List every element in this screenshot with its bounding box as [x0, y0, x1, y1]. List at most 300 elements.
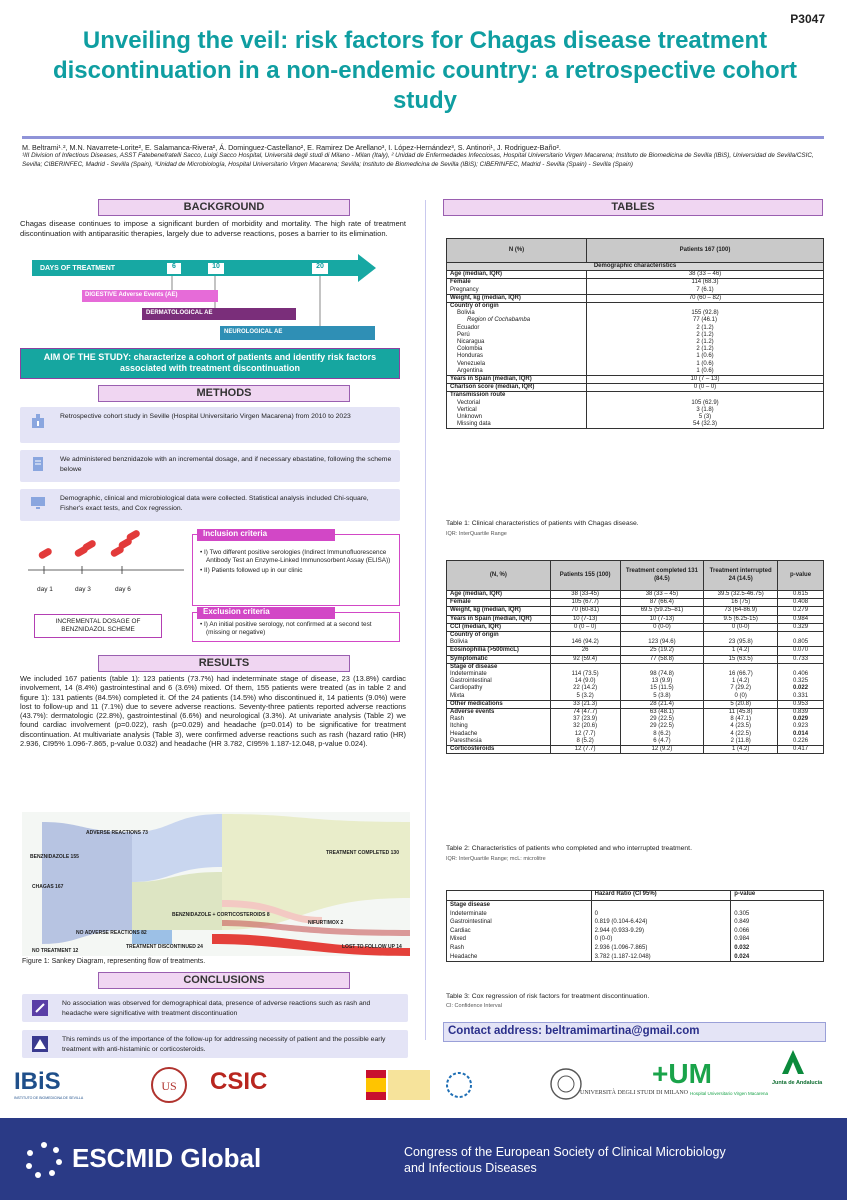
sankey-label: ADVERSE REACTIONS 73: [86, 830, 148, 836]
pen-icon: [32, 1000, 48, 1016]
table-row: [447, 935, 824, 944]
t2-cell: 74 (47.7): [550, 709, 620, 717]
table-row: [447, 339, 824, 346]
conclusion-item: [22, 1030, 408, 1058]
method-item: [20, 489, 400, 521]
poster-id: P3047: [790, 12, 825, 26]
table-row: [447, 746, 824, 754]
t2-cell: 33 (21.3): [550, 700, 620, 708]
results-text: We included 167 patients (table 1): 123 patients (73.7%) had indeterminate stage of disease, 23 (13.8%) cardiac involvement, 14 (8.4%) gastrointestinal and 6 (3.6%) mixed. Of them, 155 patients were treated (as in table 2 and figure 1): 131 patients (84.5%) completed it. Of the 24 patients (14.5%) who discontinued it, 14 patients (9.0%) were lost to follow-up and 11 (7.1%) due to severe adverse reactions. Seventy-three patients reported adverse reactions (43.7%): dermatologic (22.8%), gastrointestinal (6.6%) and neurological (3.3%). At univariate analysis (Table 2) we found cardiac involvement (p=0.022), rash (p=0.029) and headache (p=0.014) to be significative for treatment discontinuation. At multivariate analysis (Table 3), were confirmed adverse reactions such as rash (hazard ratio (HR) 2.936, CI95% 1.096-7.865, p-value 0.032) and headache (HR 3.782, CI95% 1.187-12.048, p-value 0.024).: [20, 674, 406, 749]
t2-cell: [620, 663, 704, 671]
table-row: [447, 599, 824, 607]
t1-label: Charlson score (median, IQR): [447, 384, 587, 392]
table-row: [447, 384, 824, 392]
t2-cell: 38 (33 – 45): [620, 591, 704, 599]
t2-cell: Age (median, IQR): [447, 591, 551, 599]
t1-value: 5 (3): [587, 414, 824, 421]
t1-label: Colombia: [457, 346, 483, 353]
author-names: M. Beltrami¹˒², M.N. Navarrete-Lorite², E. Salamanca-Rivera², Á. Dominguez-Castellano², E. Ramirez De Arellano³, I. López-Hernández³, S. Antinori¹, J. Rodriguez-Baño².: [22, 143, 561, 152]
t2-cell: 26: [550, 647, 620, 655]
t1-value: 77 (46.1): [587, 317, 824, 324]
table-row: [447, 918, 824, 927]
table-row: [447, 392, 824, 400]
t2-cell: 0.022: [778, 685, 824, 692]
table-row: [447, 332, 824, 339]
table-row: [447, 723, 824, 730]
t2-cell: 0.406: [778, 671, 824, 678]
t1-label: Female: [447, 279, 587, 287]
table-row: [447, 693, 824, 701]
table-row: [447, 716, 824, 723]
t2-cell: CCI (median, IQR): [447, 623, 551, 631]
t2-cell: Indeterminate: [450, 671, 487, 678]
t3-cell: 0 (0-0): [591, 935, 731, 944]
table-row: [447, 325, 824, 332]
t1-value: 70 (60 – 82): [587, 294, 824, 302]
spain-ministry-icon: [366, 1070, 430, 1100]
day-label: day 6: [115, 586, 131, 593]
t1-label: Years in Spain (median, IQR): [447, 376, 587, 384]
method-text: Demographic, clinical and microbiological data were collected. Statistical analysis included Chi-square, Fisher's exact tests, and Cox regression.: [60, 495, 369, 512]
method-item: [20, 407, 400, 443]
poster-title: Unveiling the veil: risk factors for Chagas disease treatment discontinuation in a non-endemic country: a retrospective cohort study: [52, 27, 798, 114]
title-divider: [22, 136, 824, 139]
t3-cell: [731, 901, 824, 910]
t1-value: 114 (68.3): [587, 279, 824, 287]
treatment-timeline: [20, 252, 380, 347]
figure-caption: Figure 1: Sankey Diagram, representing flow of treatments.: [22, 958, 206, 965]
background-text: Chagas disease continues to impose a significant burden of morbidity and mortality. The high rate of treatment discontinuation with antiparasitic therapies, largely due to adverse reactions, poses a barrier to its elimination.: [20, 219, 406, 238]
day-marker: 20: [312, 263, 328, 274]
t3-cell: 2.936 (1.096-7.865): [591, 944, 731, 953]
exclusion-item: I) An initial positive serology, not confirmed at a second test (missing or negative): [204, 621, 372, 636]
t1-band-row: [447, 263, 824, 271]
authors-block: [22, 144, 827, 169]
sankey-label: CHAGAS 167: [32, 884, 64, 890]
results-heading: RESULTS: [98, 655, 350, 672]
table-row: [447, 632, 824, 640]
t2-cell: 0.805: [778, 639, 824, 647]
t2-cell: 0 (0 – 0): [550, 623, 620, 631]
t1-value: 2 (1.2): [587, 339, 824, 346]
t1-value: 3 (1.8): [587, 407, 824, 414]
t2-cell: Eosinophilia (>500/mcL): [447, 647, 551, 655]
milan-university-seal-icon: [548, 1066, 584, 1102]
t2-cell: 12 (9.2): [620, 746, 704, 754]
csic-logo: CSIC: [210, 1068, 268, 1095]
t2-cell: [704, 632, 778, 640]
sankey-label: NO TREATMENT 12: [32, 948, 79, 954]
table-row: [447, 361, 824, 368]
t2-cell: 15 (11.5): [620, 685, 704, 692]
t2-cell: 70 (60-81): [550, 607, 620, 615]
table-row: [447, 901, 824, 910]
day-label: day 1: [37, 586, 53, 593]
t2-cell: [550, 663, 620, 671]
t2-cell: 29 (22.5): [620, 723, 704, 730]
background-heading: BACKGROUND: [98, 199, 350, 216]
table-1-caption: Table 1: Clinical characteristics of patients with Chagas disease.: [446, 520, 639, 527]
exclusion-box: Exclusion criteria • I) An initial positive serology, not confirmed at a second test (missing or negative): [192, 612, 400, 642]
escmid-logo-icon: [24, 1140, 64, 1180]
t3-cell: Mixed: [450, 936, 467, 943]
t2-cell: Adverse events: [447, 709, 551, 717]
t2-cell: 13 (9.9): [620, 678, 704, 685]
t3-cell: Rash: [450, 944, 465, 951]
t1-value: [587, 392, 824, 400]
t2-cell: 2 (11.8): [704, 738, 778, 746]
t2-cell: 0.014: [778, 731, 824, 738]
t1-label: Pregnancy: [450, 286, 479, 293]
t2-cell: 0.226: [778, 738, 824, 746]
table-1-note: IQR: InterQuartile Range: [446, 531, 507, 537]
t2-cell: [550, 632, 620, 640]
logo-strip: [14, 1058, 834, 1106]
t2-cell: 146 (94.2): [550, 639, 620, 647]
t2-header: Treatment interrupted 24 (14.5): [704, 561, 778, 591]
t1-label: Honduras: [457, 353, 484, 360]
table-row: [447, 303, 824, 311]
t1-value: [587, 303, 824, 311]
t2-cell: 32 (20.6): [550, 723, 620, 730]
t1-label: Nicaragua: [457, 339, 485, 346]
congress-name: Congress of the European Society of Clinical Microbiology and Infectious Diseases: [404, 1145, 726, 1175]
t1-label: Vectorial: [457, 399, 481, 406]
t2-cell: 28 (21.4): [620, 700, 704, 708]
conclusion-text: This reminds us of the importance of the follow-up for addressing necessity of patient and the possible early treatment with anti-histaminic or corticosteroids.: [62, 1036, 386, 1053]
t2-cell: 4 (23.5): [704, 723, 778, 730]
t2-cell: Cardiopathy: [450, 685, 483, 692]
t2-cell: 0 (0-0): [704, 623, 778, 631]
ibis-logo-sub: INSTITUTO DE BIOMEDICINA DE SEVILLA: [14, 1096, 84, 1100]
t2-cell: 73 (64-86.9): [704, 607, 778, 615]
dosage-label: INCREMENTAL DOSAGE OF BENZNIDAZOL SCHEME: [34, 614, 162, 638]
ibis-logo: IBiS: [14, 1068, 61, 1095]
t3-cell: 0.032: [731, 944, 824, 953]
sankey-label: NIFURTIMOX 2: [308, 920, 344, 926]
t2-cell: 0.733: [778, 655, 824, 663]
sankey-label: BENZNIDAZOLE 155: [30, 854, 79, 860]
inclusion-item: I) Two different positive serologies (Indirect Immunofluorescence Antibody Test an Enzyme-Linked Immunosorbent Assay (ELISA)): [204, 549, 391, 564]
t2-cell: 11 (45.8): [704, 709, 778, 717]
t2-cell: Itching: [450, 723, 468, 730]
table-row: [447, 271, 824, 279]
dosage-scheme: [24, 530, 189, 600]
table-row: [447, 639, 824, 647]
day-marker: 6: [167, 263, 181, 274]
table-1: [446, 238, 824, 429]
author-affiliations: ¹III Division of Infectious Diseases, ASST Fatebenefratelli Sacco, Luigi Sacco Hospital, Università degli studi di Milano - Milan (Italy), ² Unidad de Enfermedades Infecciosas, Hospital Universitario Virgen Macarena; Instituto de Biomedicina de Sevilla (IBiS), Universidad de Sevilla/CSIC, Sevilla; CIBERINFEC, Madrid - Sevilla (Spain), ³Unidad de Microbiología, Hospital Universitario Virgen Macarena; Sevilla; Instituto de Biomedicina de Sevilla (IBiS); CIBERINFEC, Madrid - Sevilla (Spain) - Sevilla (Spain): [22, 152, 814, 168]
t2-cell: 6 (4.7): [620, 738, 704, 746]
hospital-icon: [30, 413, 46, 429]
dermatological-ae-bar: DERMATOLOGICAL AE: [142, 308, 296, 320]
university-seal-icon: [146, 1066, 192, 1104]
t2-cell: 8 (5.2): [550, 738, 620, 746]
t3-cell: Headache: [450, 953, 478, 960]
t3-cell: Stage disease: [450, 902, 491, 908]
t3-cell: 0: [591, 910, 731, 919]
t1-value: 2 (1.2): [587, 346, 824, 353]
column-divider: [425, 200, 426, 1040]
t2-cell: 14 (9.0): [550, 678, 620, 685]
table-row: [447, 678, 824, 685]
t3-cell: 3.782 (1.187-12.048): [591, 953, 731, 962]
t2-cell: 16 (66.7): [704, 671, 778, 678]
t3-cell: 0.066: [731, 927, 824, 936]
t2-cell: 87 (66.4): [620, 599, 704, 607]
t2-cell: 8 (6.2): [620, 731, 704, 738]
table-row: [447, 953, 824, 962]
t1-header: N (%): [447, 239, 587, 263]
document-icon: [30, 456, 46, 472]
table-3-caption: Table 3: Cox regression of risk factors for treatment discontinuation.: [446, 993, 650, 1000]
t1-label: Age (median, IQR): [447, 271, 587, 279]
conclusion-text: No association was observed for demographical data, presence of adverse reactions such as rash and headache were significative with treatment discontinuation: [62, 1000, 371, 1017]
t2-cell: [778, 663, 824, 671]
table-row: [447, 421, 824, 429]
t2-cell: 7 (29.2): [704, 685, 778, 692]
t2-cell: Symptomatic: [447, 655, 551, 663]
t1-label: Perú: [457, 331, 470, 338]
t2-cell: 5 (20.8): [704, 700, 778, 708]
day-label: day 3: [75, 586, 91, 593]
exclusion-title: Exclusion criteria: [197, 607, 335, 619]
t1-label: Argentina: [457, 367, 483, 374]
t1-value: 1 (0.6): [587, 368, 824, 376]
table-row: [447, 310, 824, 317]
t2-cell: 10 (7-13): [620, 615, 704, 623]
t1-header: Patients 167 (100): [587, 239, 824, 263]
t2-cell: Years in Spain (median, IQR): [447, 615, 551, 623]
t3-cell: Indeterminate: [450, 910, 487, 917]
methods-heading: METHODS: [98, 385, 350, 402]
t3-cell: 2.944 (0.933-9.29): [591, 927, 731, 936]
table-2-note: IQR: InterQuartile Range; mcL: microlitre: [446, 856, 546, 862]
timeline-label: DAYS OF TREATMENT: [40, 265, 116, 272]
method-text: Retrospective cohort study in Seville (Hospital Universitario Virgen Macarena) from 2010 to 2023: [60, 413, 351, 420]
table-row: [447, 407, 824, 414]
table-row: [447, 623, 824, 631]
t2-cell: [778, 632, 824, 640]
table-2-caption: Table 2: Characteristics of patients who completed and who interrupted treatment.: [446, 845, 692, 852]
t2-cell: 114 (73.5): [550, 671, 620, 678]
sankey-label: BENZNIDAZOLE + CORTICOSTEROIDS 8: [172, 912, 270, 918]
t1-value: 54 (32.3): [587, 421, 824, 429]
t2-cell: Stage of disease: [447, 663, 551, 671]
t2-cell: 0.029: [778, 716, 824, 723]
sankey-label: LOST TO FOLLOW UP 14: [342, 944, 402, 950]
t1-value: 155 (92.8): [587, 310, 824, 317]
t2-header: (N, %): [447, 561, 551, 591]
method-text: We administered benznidazole with an incremental dosage, and if necessary ebastatine, following the scheme belowe: [60, 456, 392, 473]
t3-header: Hazard Ratio (CI 95%): [591, 891, 731, 901]
t2-cell: 23 (95.8): [704, 639, 778, 647]
conclusion-item: [22, 994, 408, 1022]
t3-cell: Cardiac: [450, 927, 471, 934]
t1-label: Venezuela: [457, 360, 486, 367]
sacco-logo-icon: [444, 1070, 474, 1100]
t1-value: 1 (0.6): [587, 353, 824, 360]
table-row: [447, 346, 824, 353]
t2-cell: 98 (74.8): [620, 671, 704, 678]
svg-text:US: US: [161, 1079, 177, 1093]
t2-cell: 0.839: [778, 709, 824, 717]
t1-value: 7 (6.1): [587, 287, 824, 295]
t3-header: [447, 891, 592, 901]
t2-cell: 1 (4.2): [704, 647, 778, 655]
t1-value: 10 (7 – 13): [587, 376, 824, 384]
t2-cell: 0.923: [778, 723, 824, 730]
t3-cell: 0.984: [731, 935, 824, 944]
table-row: [447, 647, 824, 655]
t2-cell: Bolivia: [450, 639, 468, 646]
table-row: [447, 414, 824, 421]
t2-cell: 0.070: [778, 647, 824, 655]
t2-cell: 0.408: [778, 599, 824, 607]
t2-cell: 39.5 (32.5-46.75): [704, 591, 778, 599]
t2-cell: Other medications: [447, 700, 551, 708]
t1-value: 105 (62.9): [587, 400, 824, 407]
t2-cell: 0.417: [778, 746, 824, 754]
t2-cell: 0 (0): [704, 693, 778, 701]
t2-cell: 22 (14.2): [550, 685, 620, 692]
t2-header: p-value: [778, 561, 824, 591]
t2-cell: 16 (75): [704, 599, 778, 607]
t1-label: Weight, kg (median, IQR): [447, 294, 587, 302]
pill-icon: [24, 530, 189, 585]
digestive-ae-bar: DIGESTIVE Adverse Events (AE): [82, 290, 218, 302]
t2-cell: Weight, kg (median, IQR): [447, 607, 551, 615]
inclusion-item: II) Patients followed up in our clinic: [204, 567, 303, 574]
t2-cell: 12 (7.7): [550, 746, 620, 754]
t2-cell: Headache: [450, 730, 478, 737]
table-row: [447, 294, 824, 302]
t2-cell: 12 (7.7): [550, 731, 620, 738]
t2-cell: 9.5 (6.25-15): [704, 615, 778, 623]
t1-value: 38 (33 – 46): [587, 271, 824, 279]
t2-cell: Rash: [450, 716, 465, 723]
t2-cell: 123 (94.6): [620, 639, 704, 647]
table-row: [447, 944, 824, 953]
t2-cell: 4 (22.5): [704, 731, 778, 738]
table-row: [447, 738, 824, 746]
table-row: [447, 671, 824, 678]
table-row: [447, 376, 824, 384]
t2-cell: Corticosteroids: [447, 746, 551, 754]
t2-header: Treatment completed 131 (84.5): [620, 561, 704, 591]
t2-cell: 0.331: [778, 693, 824, 701]
table-row: [447, 317, 824, 324]
t2-cell: 92 (59.4): [550, 655, 620, 663]
conclusions-heading: CONCLUSIONS: [98, 972, 350, 989]
t2-cell: 8 (47.1): [704, 716, 778, 723]
computer-icon: [30, 495, 46, 511]
t1-label: Missing data: [457, 421, 491, 428]
t2-cell: 5 (3.8): [620, 693, 704, 701]
t1-label: Country of origin: [447, 303, 587, 311]
table-row: [447, 615, 824, 623]
t2-cell: 15 (63.5): [704, 655, 778, 663]
table-row: [447, 663, 824, 671]
t2-cell: 0.615: [778, 591, 824, 599]
t1-label: Bolivia: [457, 310, 475, 317]
table-row: [447, 709, 824, 717]
t3-cell: 0.024: [731, 953, 824, 962]
hum-logo: +UM: [652, 1058, 712, 1089]
tables-heading: TABLES: [443, 199, 823, 216]
table-3-note: CI: Confidence Interval: [446, 1003, 502, 1009]
t1-label: Vertical: [457, 406, 477, 413]
andalucia-logo-text: Junta de Andalucía: [772, 1080, 823, 1086]
t2-cell: 105 (67.7): [550, 599, 620, 607]
t1-label: Unknown: [457, 414, 483, 421]
t2-cell: 37 (23.9): [550, 716, 620, 723]
t2-cell: Gastrointestinal: [450, 678, 492, 685]
contact-address[interactable]: Contact address: beltramimartina@gmail.com: [443, 1022, 826, 1042]
t2-cell: 29 (22.5): [620, 716, 704, 723]
table-row: [447, 910, 824, 919]
t1-label: Ecuador: [457, 324, 480, 331]
t2-cell: Female: [447, 599, 551, 607]
t1-value: 2 (1.2): [587, 332, 824, 339]
t1-label: Region of Cochabamba: [467, 317, 531, 324]
t2-cell: Mixta: [450, 692, 465, 699]
table-row: [447, 287, 824, 295]
t1-value: 2 (1.2): [587, 325, 824, 332]
sankey-diagram: [22, 812, 410, 956]
t3-cell: 0.305: [731, 910, 824, 919]
t2-cell: 69.5 (59.25–81): [620, 607, 704, 615]
t2-cell: 38 (33-45): [550, 591, 620, 599]
table-row: [447, 353, 824, 360]
t2-cell: 10 (7-13): [550, 615, 620, 623]
t2-cell: Country of origin: [447, 632, 551, 640]
sankey-label: NO ADVERSE REACTIONS 82: [76, 930, 147, 936]
t2-cell: 0.984: [778, 615, 824, 623]
table-row: [447, 927, 824, 936]
footer-banner: [0, 1118, 847, 1200]
t2-cell: 1 (4.2): [704, 746, 778, 754]
t2-header: Patients 155 (100): [550, 561, 620, 591]
andalucia-logo-icon: [780, 1048, 806, 1076]
sankey-label: TREATMENT COMPLETED 130: [326, 850, 399, 856]
t2-cell: 63 (48.1): [620, 709, 704, 717]
table-row: [447, 368, 824, 376]
table-row: [447, 279, 824, 287]
table-row: [447, 655, 824, 663]
t2-cell: [704, 663, 778, 671]
warning-icon: [32, 1036, 48, 1052]
milan-university-text: UNIVERSITÀ DEGLI STUDI DI MILANO: [580, 1090, 688, 1096]
escmid-brand: ESCMID Global: [72, 1143, 262, 1173]
t1-label: Transmission route: [447, 392, 587, 400]
day-marker: 10: [208, 263, 224, 274]
t2-cell: 5 (3.2): [550, 693, 620, 701]
t2-cell: [620, 632, 704, 640]
t2-cell: 25 (19.2): [620, 647, 704, 655]
table-row: [447, 731, 824, 738]
t3-header: p-value: [731, 891, 824, 901]
t3-cell: 0.819 (0.104-6.424): [591, 918, 731, 927]
t2-cell: 0.279: [778, 607, 824, 615]
t3-cell: Gastrointestinal: [450, 919, 492, 926]
table-row: [447, 607, 824, 615]
t1-value: 1 (0.6): [587, 361, 824, 368]
hum-logo-sub: Hospital Universitario Virgen Macarena: [690, 1091, 768, 1096]
table-row: [447, 591, 824, 599]
table-3: [446, 890, 824, 962]
t2-cell: 77 (58.8): [620, 655, 704, 663]
